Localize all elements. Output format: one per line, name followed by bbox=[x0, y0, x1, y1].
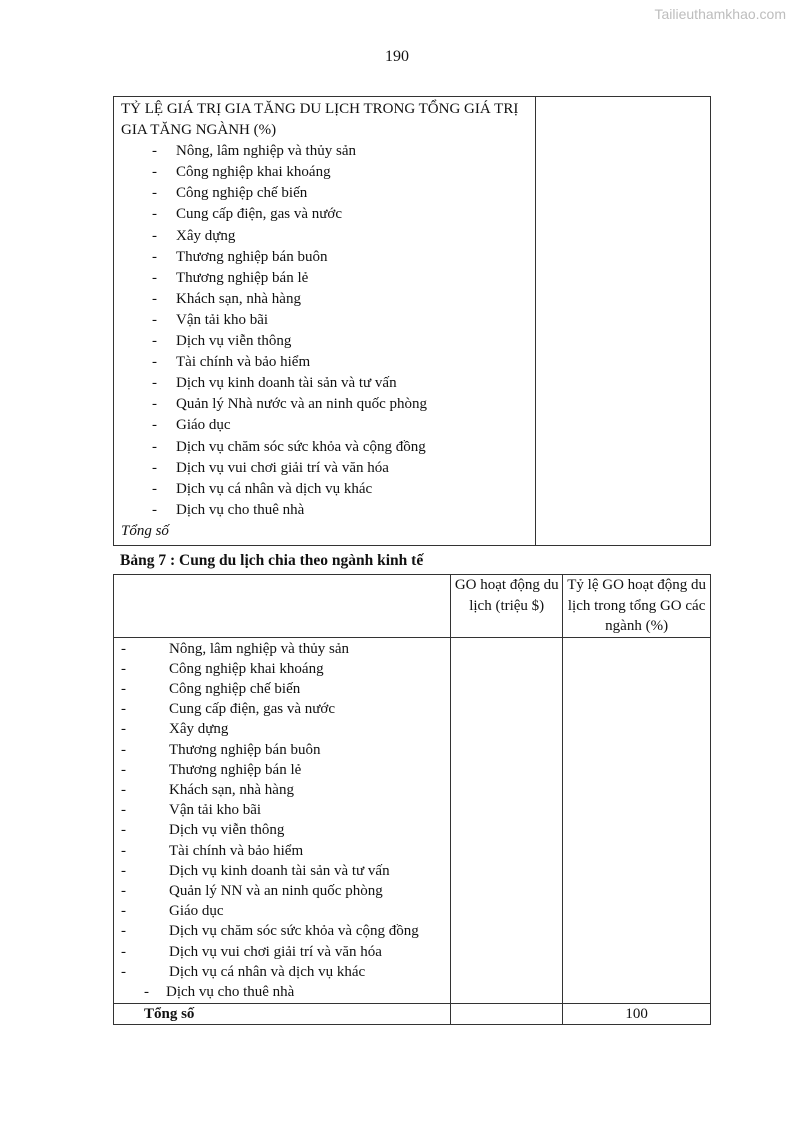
list-dash: - bbox=[121, 761, 126, 778]
list-dash: - bbox=[121, 923, 126, 940]
list-item-label: Dịch vụ cho thuê nhà bbox=[176, 501, 305, 518]
list-item bbox=[121, 841, 446, 861]
page-number: 190 bbox=[385, 48, 409, 65]
list-dash: - bbox=[152, 438, 157, 455]
list-item bbox=[121, 740, 446, 760]
list-dash: - bbox=[152, 417, 157, 434]
list-dash: - bbox=[152, 459, 157, 476]
list-dash: - bbox=[152, 269, 157, 286]
list-item bbox=[121, 659, 446, 679]
table-row bbox=[114, 97, 711, 546]
list-dash: - bbox=[121, 680, 126, 697]
list-item bbox=[121, 760, 446, 780]
list-item-label: Dịch vụ viễn thông bbox=[169, 822, 285, 839]
list-dash: - bbox=[121, 802, 126, 819]
list-dash: - bbox=[121, 701, 126, 718]
list-item bbox=[121, 500, 529, 521]
list-item bbox=[121, 394, 529, 415]
list-dash: - bbox=[121, 943, 126, 960]
table1-main-cell bbox=[114, 97, 536, 546]
list-dash: - bbox=[121, 842, 126, 859]
table2-caption: Bảng 7 : Cung du lịch chia theo ngành kinh tế bbox=[120, 552, 424, 569]
table-total-row bbox=[114, 1004, 711, 1025]
list-dash: - bbox=[152, 290, 157, 307]
tourism-supply-table bbox=[113, 574, 711, 1025]
list-item bbox=[121, 310, 529, 331]
table2-items-cell bbox=[114, 637, 451, 1004]
list-dash: - bbox=[121, 640, 126, 657]
list-item bbox=[121, 679, 446, 699]
list-item-label: Xây dựng bbox=[176, 227, 236, 244]
list-dash: - bbox=[152, 375, 157, 392]
list-item-label: Cung cấp điện, gas và nước bbox=[169, 701, 336, 718]
list-item-label: Giáo dục bbox=[176, 417, 231, 434]
list-item-label: Vận tải kho bãi bbox=[176, 311, 269, 328]
list-item bbox=[121, 437, 529, 458]
header-cell-go-ratio: Tỷ lệ GO hoạt động du lịch trong tổng GO các ngành (%) bbox=[563, 575, 711, 638]
table2-item-list bbox=[121, 639, 446, 982]
list-dash: - bbox=[152, 333, 157, 350]
list-item-label: Thương nghiệp bán lẻ bbox=[169, 761, 302, 778]
list-item bbox=[121, 800, 446, 820]
table1-title: TỶ LỆ GIÁ TRỊ GIA TĂNG DU LỊCH TRONG TỔNG GIÁ TRỊ GIA TĂNG NGÀNH (%) bbox=[121, 101, 519, 139]
value-added-table bbox=[113, 96, 711, 546]
list-dash: - bbox=[121, 882, 126, 899]
list-dash: - bbox=[152, 501, 157, 518]
list-dash: - bbox=[152, 480, 157, 497]
watermark: Tailieuthamkhao.com bbox=[654, 6, 786, 22]
total-ratio-value: 100 bbox=[563, 1004, 711, 1025]
list-dash: - bbox=[121, 822, 126, 839]
list-item bbox=[121, 982, 446, 1002]
table1-total-label: Tổng số bbox=[121, 522, 169, 539]
list-item-label: Dịch vụ chăm sóc sức khỏa và cộng đồng bbox=[169, 923, 419, 940]
list-dash: - bbox=[121, 781, 126, 798]
list-dash: - bbox=[144, 983, 149, 1000]
list-item bbox=[121, 268, 529, 289]
list-dash: - bbox=[152, 227, 157, 244]
list-dash: - bbox=[121, 660, 126, 677]
list-item-label: Quản lý NN và an ninh quốc phòng bbox=[169, 882, 383, 899]
list-item-label: Nông, lâm nghiệp và thủy sản bbox=[169, 640, 349, 657]
list-item-label: Dịch vụ cá nhân và dịch vụ khác bbox=[176, 480, 373, 497]
list-item bbox=[121, 226, 529, 247]
list-dash: - bbox=[152, 248, 157, 265]
list-item-label: Khách sạn, nhà hàng bbox=[169, 781, 294, 798]
table-header-row bbox=[114, 575, 711, 638]
list-item bbox=[121, 352, 529, 373]
list-item bbox=[121, 331, 529, 352]
list-item bbox=[121, 639, 446, 659]
list-item bbox=[121, 141, 529, 162]
list-item bbox=[121, 479, 529, 500]
list-item bbox=[121, 881, 446, 901]
list-item-label: Công nghiệp chế biến bbox=[169, 680, 301, 697]
list-dash: - bbox=[152, 354, 157, 371]
list-item-label: Tài chính và bảo hiểm bbox=[176, 354, 311, 371]
list-item-label: Tài chính và bảo hiểm bbox=[169, 842, 304, 859]
list-item-label: Xây dựng bbox=[169, 721, 229, 738]
list-item-label: Cung cấp điện, gas và nước bbox=[176, 206, 343, 223]
list-item-label: Dịch vụ chăm sóc sức khỏa và cộng đồng bbox=[176, 438, 426, 455]
list-item bbox=[121, 458, 529, 479]
list-dash: - bbox=[121, 903, 126, 920]
list-item-label: Dịch vụ cá nhân và dịch vụ khác bbox=[169, 963, 366, 980]
list-dash: - bbox=[121, 862, 126, 879]
list-item-label: Thương nghiệp bán lẻ bbox=[176, 269, 309, 286]
list-item bbox=[121, 962, 446, 982]
list-item bbox=[121, 373, 529, 394]
list-item-label: Giáo dục bbox=[169, 903, 224, 920]
list-dash: - bbox=[121, 963, 126, 980]
list-item bbox=[121, 162, 529, 183]
list-item-label: Công nghiệp khai khoáng bbox=[169, 660, 324, 677]
list-item bbox=[121, 699, 446, 719]
table1-item-list bbox=[121, 141, 529, 521]
list-dash: - bbox=[121, 741, 126, 758]
list-item-label: Công nghiệp chế biến bbox=[176, 185, 308, 202]
list-dash: - bbox=[121, 721, 126, 738]
list-dash: - bbox=[152, 311, 157, 328]
list-dash: - bbox=[152, 185, 157, 202]
list-item bbox=[121, 247, 529, 268]
header-cell-go: GO hoạt động du lịch (triệu $) bbox=[451, 575, 563, 638]
total-label: Tổng số bbox=[114, 1004, 451, 1025]
list-item bbox=[121, 204, 529, 225]
list-dash: - bbox=[152, 164, 157, 181]
list-item bbox=[121, 415, 529, 436]
list-item bbox=[121, 289, 529, 310]
list-dash: - bbox=[152, 396, 157, 413]
list-item-label: Thương nghiệp bán buôn bbox=[176, 248, 328, 265]
list-item bbox=[121, 921, 446, 941]
list-item-label: Dịch vụ kinh doanh tài sản và tư vấn bbox=[176, 375, 397, 392]
list-item bbox=[121, 942, 446, 962]
list-item-label: Khách sạn, nhà hàng bbox=[176, 290, 301, 307]
list-item-label: Thương nghiệp bán buôn bbox=[169, 741, 321, 758]
list-item-label: Nông, lâm nghiệp và thủy sản bbox=[176, 143, 356, 160]
list-dash: - bbox=[152, 206, 157, 223]
list-item bbox=[121, 183, 529, 204]
list-item-label: Dịch vụ kinh doanh tài sản và tư vấn bbox=[169, 862, 390, 879]
list-item-label: Vận tải kho bãi bbox=[169, 802, 262, 819]
table2-ratio-cell bbox=[563, 637, 711, 1004]
list-item-label: Dịch vụ vui chơi giải trí và văn hóa bbox=[176, 459, 389, 476]
header-cell-sector bbox=[114, 575, 451, 638]
list-item-label: Dịch vụ cho thuê nhà bbox=[166, 983, 295, 1000]
table1-value-cell bbox=[535, 97, 710, 546]
list-item-label: Dịch vụ viễn thông bbox=[176, 333, 292, 350]
list-item-label: Công nghiệp khai khoáng bbox=[176, 164, 331, 181]
list-item bbox=[121, 901, 446, 921]
list-dash: - bbox=[152, 143, 157, 160]
table2-go-cell bbox=[451, 637, 563, 1004]
list-item bbox=[121, 820, 446, 840]
total-go-cell bbox=[451, 1004, 563, 1025]
list-item bbox=[121, 719, 446, 739]
list-item bbox=[121, 780, 446, 800]
list-item-label: Dịch vụ vui chơi giải trí và văn hóa bbox=[169, 943, 382, 960]
table-row bbox=[114, 637, 711, 1004]
list-item-label: Quản lý Nhà nước và an ninh quốc phòng bbox=[176, 396, 428, 413]
list-item bbox=[121, 861, 446, 881]
